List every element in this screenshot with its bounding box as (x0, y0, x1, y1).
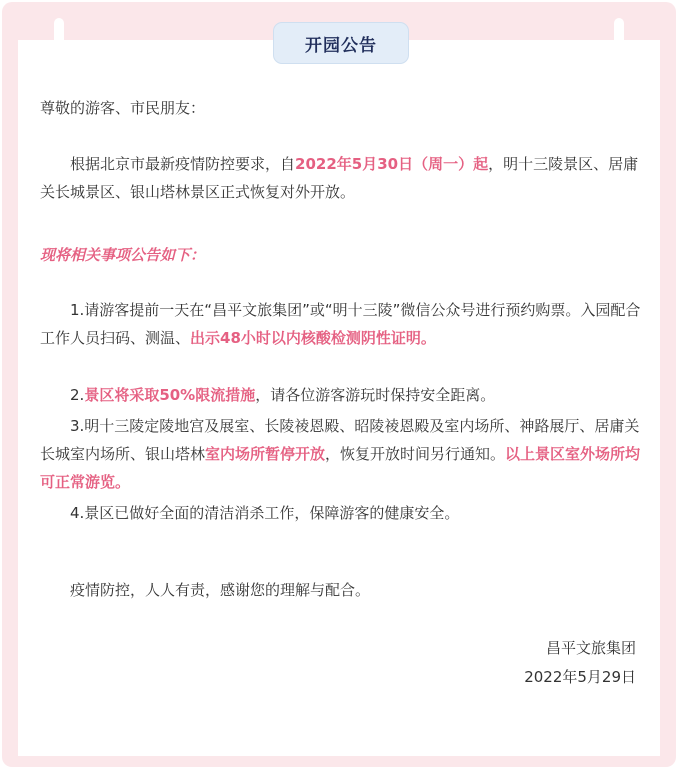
page-title: 开园公告 (305, 35, 377, 56)
signature-org: 昌平文旅集团 (545, 639, 636, 657)
announcement-lead: 现将相关事项公告如下： (40, 246, 206, 264)
item-2 (40, 381, 644, 409)
reopen-date-highlight: 2022年5月30日（周一）起 (295, 155, 489, 173)
item-1-highlight: 出示48小时以内核酸检测阴性证明。 (190, 329, 436, 347)
item-1 (40, 296, 644, 352)
signature-date: 2022年5月29日 (524, 668, 636, 686)
item-1-text: 1.请游客提前一天在“昌平文旅集团”或“明十三陵”微信公众号进行预约购票。入园配合工作人员扫码、测温、 (40, 301, 641, 347)
item-2-highlight: 景区将采取50%限流措施 (84, 386, 256, 404)
item-4: 4.景区已做好全面的清洁消杀工作，保障游客的健康安全。 (70, 504, 460, 522)
item-3 (40, 412, 644, 496)
closing-remark: 疫情防控，人人有责，感谢您的理解与配合。 (70, 581, 371, 599)
right-binder-clip (614, 18, 624, 52)
item-3-text-middle: ，恢复开放时间另行通知。 (325, 445, 506, 463)
title-tab (273, 22, 409, 64)
left-binder-clip (54, 18, 64, 52)
intro-text-before: 根据北京市最新疫情防控要求，自 (70, 155, 296, 173)
item-3-highlight-outdoor: 以上景区室外场所均可正常游览。 (40, 445, 641, 491)
intro-text-after: ，明十三陵景区、居庸关长城景区、银山塔林景区正式恢复对外开放。 (40, 155, 639, 201)
item-3-highlight-closed: 室内场所暂停开放 (205, 445, 326, 463)
item-2-text: ，请各位游客游玩时保持安全距离。 (255, 386, 496, 404)
greeting: 尊敬的游客、市民朋友： (40, 99, 206, 117)
intro-paragraph (40, 150, 644, 206)
item-3-text: 3.明十三陵定陵地宫及展室、长陵祾恩殿、昭陵祾恩殿及室内场所、神路展厅、居庸关长城室内场所、银山塔林 (40, 417, 640, 463)
item-2-prefix: 2. (70, 386, 85, 404)
